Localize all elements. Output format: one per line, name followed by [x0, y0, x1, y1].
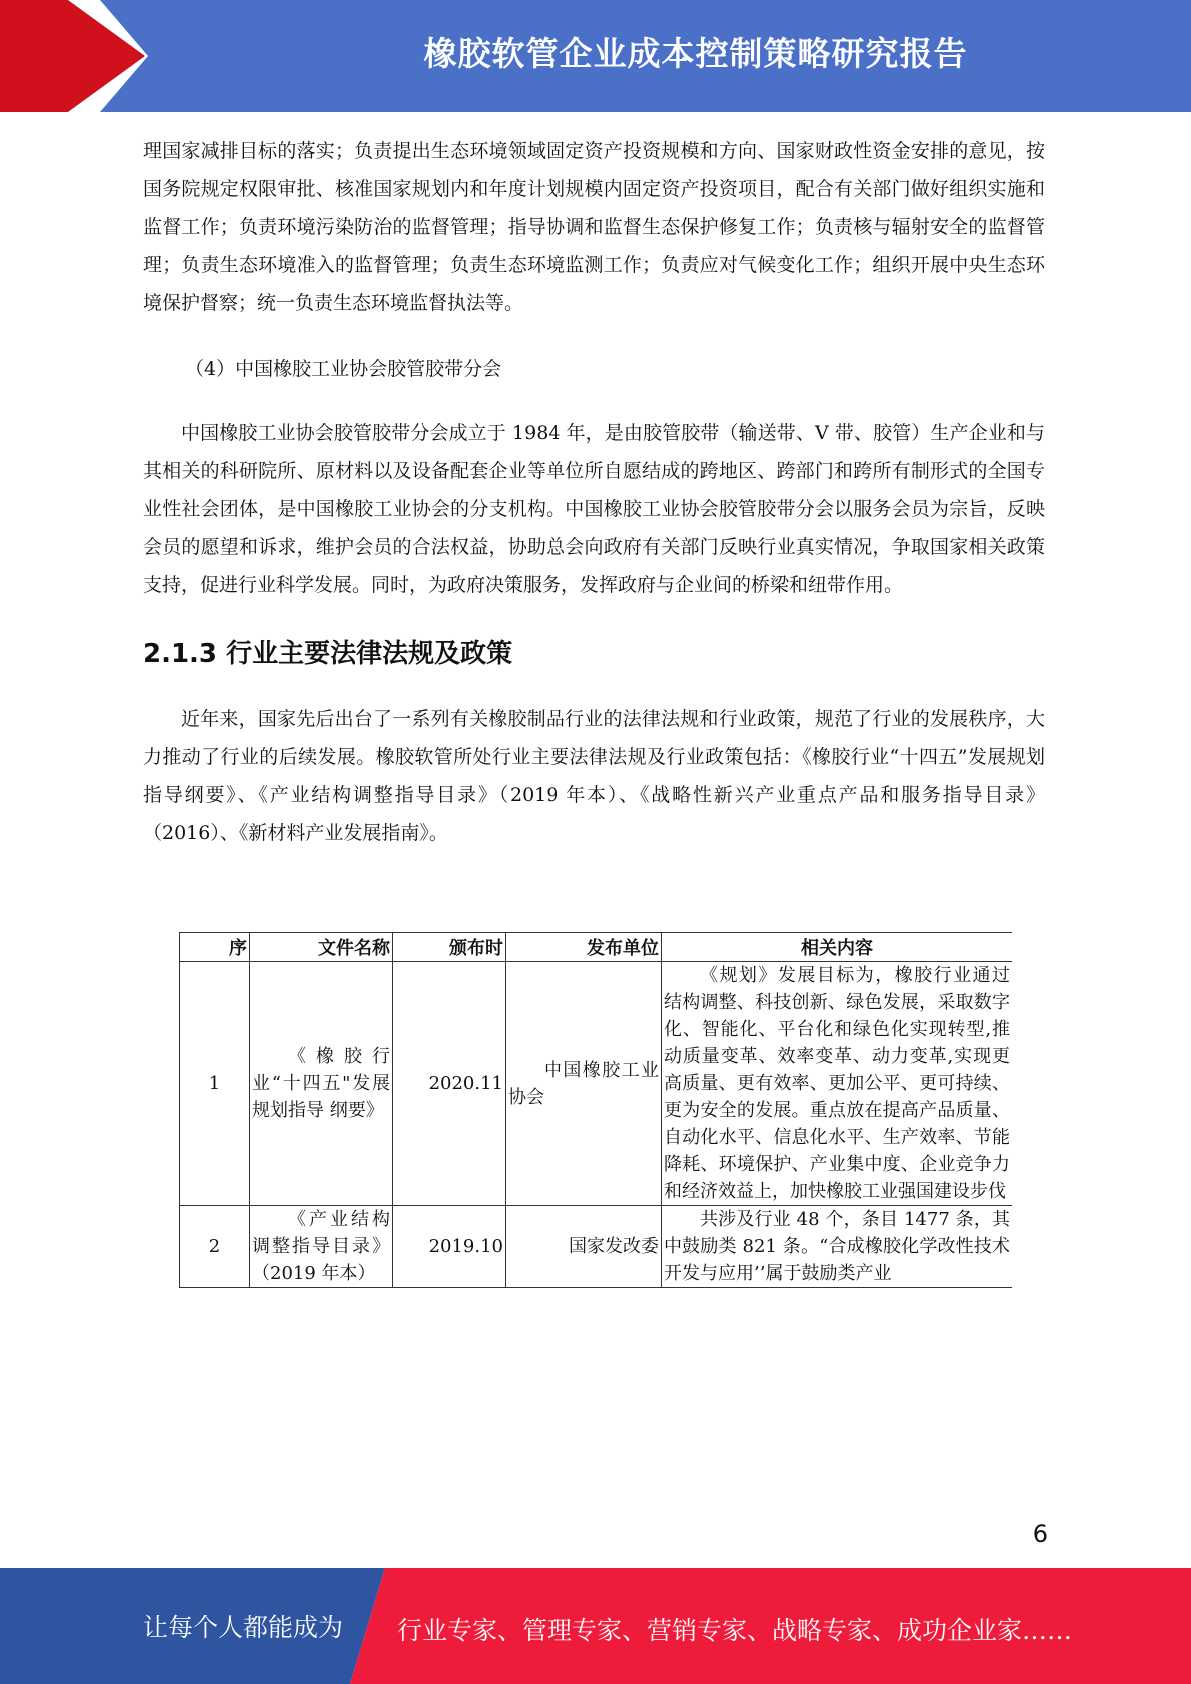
header-date: 颁布时: [393, 933, 506, 962]
policy-table: [179, 932, 1012, 1288]
main-content: [143, 132, 1045, 852]
section-title: 2.1.3 行业主要法律法规及政策: [143, 639, 513, 669]
section-paragraph: 近年来，国家先后出台了一系列有关橡胶制品行业的法律法规和行业政策，规范了行业的发展秩序，大力推动了行业的后续发展。橡胶软管所处行业主要法律法规及行业政策包括：《橡胶行业“十四五”发展规划指导纲要》、《产业结构调整指导目录》（2019 年本）、《战略性新兴产业重点产品和服务指导目录》（2016）、《新材料产业发展指南》。: [143, 708, 1045, 844]
row-issuer: 国家发改委: [506, 1206, 662, 1288]
footer-slogan-right: 行业专家、管理专家、营销专家、战略专家、成功企业家……: [397, 1616, 1073, 1645]
intro-paragraph: 理国家减排目标的落实；负责提出生态环境领域固定资产投资规模和方向、国家财政性资金安排的意见，按国务院规定权限审批、核准国家规划内和年度计划规模内固定资产投资项目，配合有关部门做好组织实施和监督工作；负责环境污染防治的监督管理；指导协调和监督生态保护修复工作；负责核与辐射安全的监督管理；负责生态环境准入的监督管理；负责生态环境监测工作；负责应对气候变化工作；组织开展中央生态环境保护督察；统一负责生态环境监督执法等。: [143, 140, 1045, 314]
row-date: 2020.11: [393, 962, 506, 1206]
page-number: 6: [1032, 1520, 1048, 1548]
policy-table-wrapper: [179, 932, 1012, 1370]
association-paragraph: 中国橡胶工业协会胶管胶带分会成立于 1984 年，是由胶管胶带（输送带、V 带、胶管）生产企业和与其相关的科研院所、原材料以及设备配套企业等单位所自愿结成的跨地区、跨部门和跨所有制形式的全国专业性社会团体，是中国橡胶工业协会的分支机构。中国橡胶工业协会胶管胶带分会以服务会员为宗旨，反映会员的愿望和诉求，维护会员的合法权益，协助总会向政府有关部门反映行业真实情况，争取国家相关政策支持，促进行业科学发展。同时，为政府决策服务，发挥政府与企业间的桥梁和纽带作用。: [143, 422, 1045, 596]
header-issuer: 发布单位: [506, 933, 662, 962]
header-name: 文件名称: [250, 933, 393, 962]
row-content: 《规划》发展目标为，橡胶行业通过 结构调整、科技创新、绿色发展，采取数字化、智能化、平台化和绿色化实现转型,推动质量变革、效率变革、动力变革,实现更高质量、更有效率、更加公平、更可持续、更为安全的发展。重点放在提高产品质量、自动化水平、信息化水平、生产效率、节能降耗、环境保护、产业集中度、企业竞争力和经济效益上，加快橡胶工业强国建设步伐: [662, 962, 1013, 1206]
table-header-row: [180, 933, 1013, 962]
row-no: 2: [180, 1206, 250, 1288]
footer-slogan-left: 让每个人都能成为: [143, 1613, 344, 1642]
row-issuer: 中国橡胶工业 协会: [506, 962, 662, 1206]
header-no: 序: [180, 933, 250, 962]
table-row: [180, 962, 1013, 1206]
row-name: 《产业结构 调整指导目录》（2019 年本）: [250, 1206, 393, 1288]
row-no: 1: [180, 962, 250, 1206]
row-name: 《橡胶行业“十四五"发展规划指导 纲要》: [250, 962, 393, 1206]
row-date: 2019.10: [393, 1206, 506, 1288]
table-row: [180, 1206, 1013, 1288]
header-content: 相关内容: [662, 933, 1013, 962]
subheading: （4）中国橡胶工业协会胶管胶带分会: [185, 358, 502, 380]
page-header: [0, 0, 1191, 112]
report-title: 橡胶软管企业成本控制策略研究报告: [423, 34, 968, 73]
page-footer: [0, 1568, 1191, 1684]
row-content: 共涉及行业 48 个，条目 1477 条，其 中鼓励类 821 条。“合成橡胶化学改性技术开发与应用’’属于鼓励类产业: [662, 1206, 1013, 1288]
